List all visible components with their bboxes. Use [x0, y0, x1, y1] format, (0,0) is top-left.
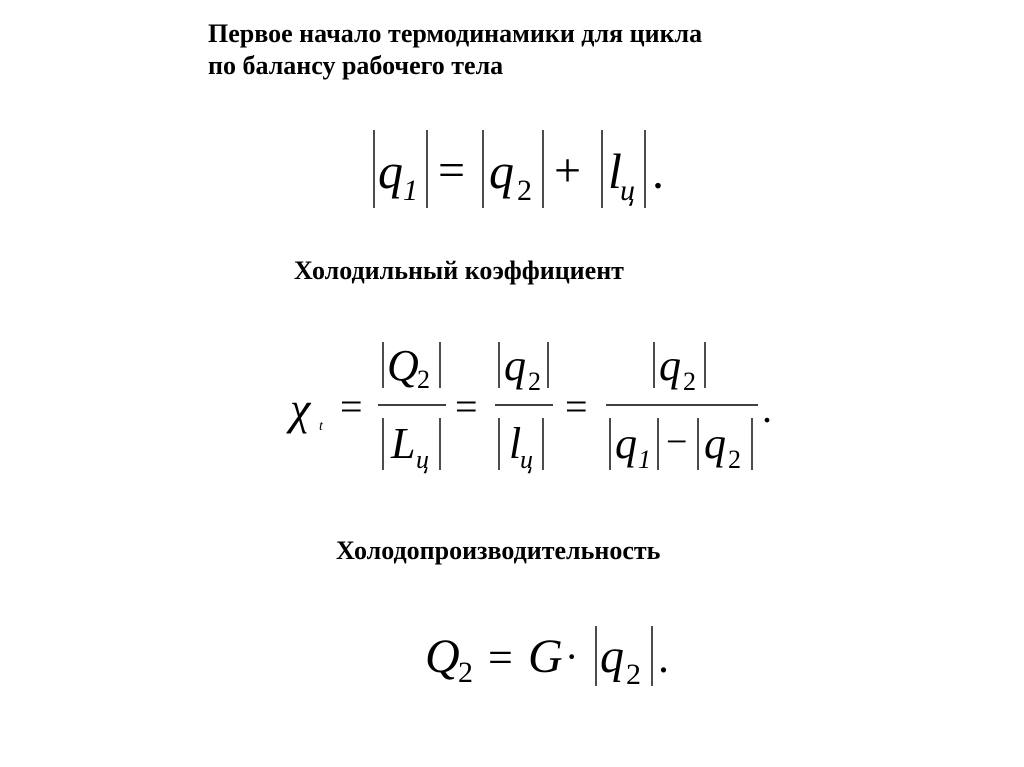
formula-2-Q2-subscript: 2: [417, 365, 430, 394]
formula-3-Q-subscript: 2: [458, 656, 473, 689]
formula-2-Q2-letter: Q: [387, 341, 419, 390]
formula-cooling-coefficient: [280, 330, 800, 490]
formula-1-period: .: [652, 146, 664, 199]
heading-cooling-capacity: Холодопроизводительность: [336, 536, 661, 565]
formula-2-denominator-q2-subscript: 2: [728, 445, 741, 474]
formula-1-l-letter: l: [608, 143, 622, 199]
formula-2-L-subscript: ц: [416, 445, 429, 474]
formula-3-q-letter: q: [600, 630, 624, 683]
formula-3-equals: =: [488, 633, 513, 682]
formula-first-law: [340, 120, 700, 220]
formula-2-numerator-q-subscript: 2: [683, 367, 696, 396]
formula-2-q2-subscript: 2: [528, 367, 541, 396]
formula-1-plus: +: [554, 144, 582, 197]
formula-2-q2-letter: q: [504, 341, 526, 390]
formula-2-minus: −: [666, 421, 688, 463]
formula-2-numerator-q-letter: q: [659, 341, 681, 390]
formula-1-l-subscript: ц: [620, 174, 635, 207]
formula-2-equals-2: =: [455, 384, 478, 429]
heading-first-law-line-1: Первое начало термодинамики для цикла: [208, 19, 703, 48]
formula-2-L-letter: L: [391, 419, 416, 468]
heading-first-law-line-2: по балансу рабочего тела: [208, 51, 504, 80]
formula-3-period: .: [658, 633, 669, 682]
formula-cooling-capacity: [420, 620, 700, 700]
formula-1-q2-subscript: 2: [517, 174, 532, 207]
formula-2-denominator-q2-letter: q: [704, 419, 726, 468]
formula-2-chi-subscript: t: [319, 419, 323, 434]
formula-3-Q-letter: Q: [425, 630, 460, 683]
formula-3-G: G: [528, 630, 563, 683]
formula-1-equals: =: [438, 144, 466, 197]
heading-first-law: [208, 18, 702, 82]
formula-2-period: .: [762, 386, 772, 431]
formula-2-l-subscript: ц: [520, 445, 533, 474]
formula-3-q-subscript: 2: [626, 658, 641, 691]
formula-2-equals-3: =: [565, 384, 588, 429]
formula-2-l-letter: l: [509, 419, 522, 468]
formula-1-q1-subscript: 1: [403, 174, 418, 207]
formula-3-dot: ·: [565, 634, 579, 679]
formula-2-q1-letter: q: [615, 419, 637, 468]
formula-2-q1-subscript: 1: [638, 445, 651, 474]
heading-cooling-coefficient: Холодильный коэффициент: [294, 256, 624, 285]
formula-1-q1-letter: q: [378, 143, 403, 199]
formula-1-q2-letter: q: [489, 143, 514, 199]
formula-2-equals-1: =: [340, 384, 363, 429]
formula-2-chi: χ: [290, 383, 311, 434]
